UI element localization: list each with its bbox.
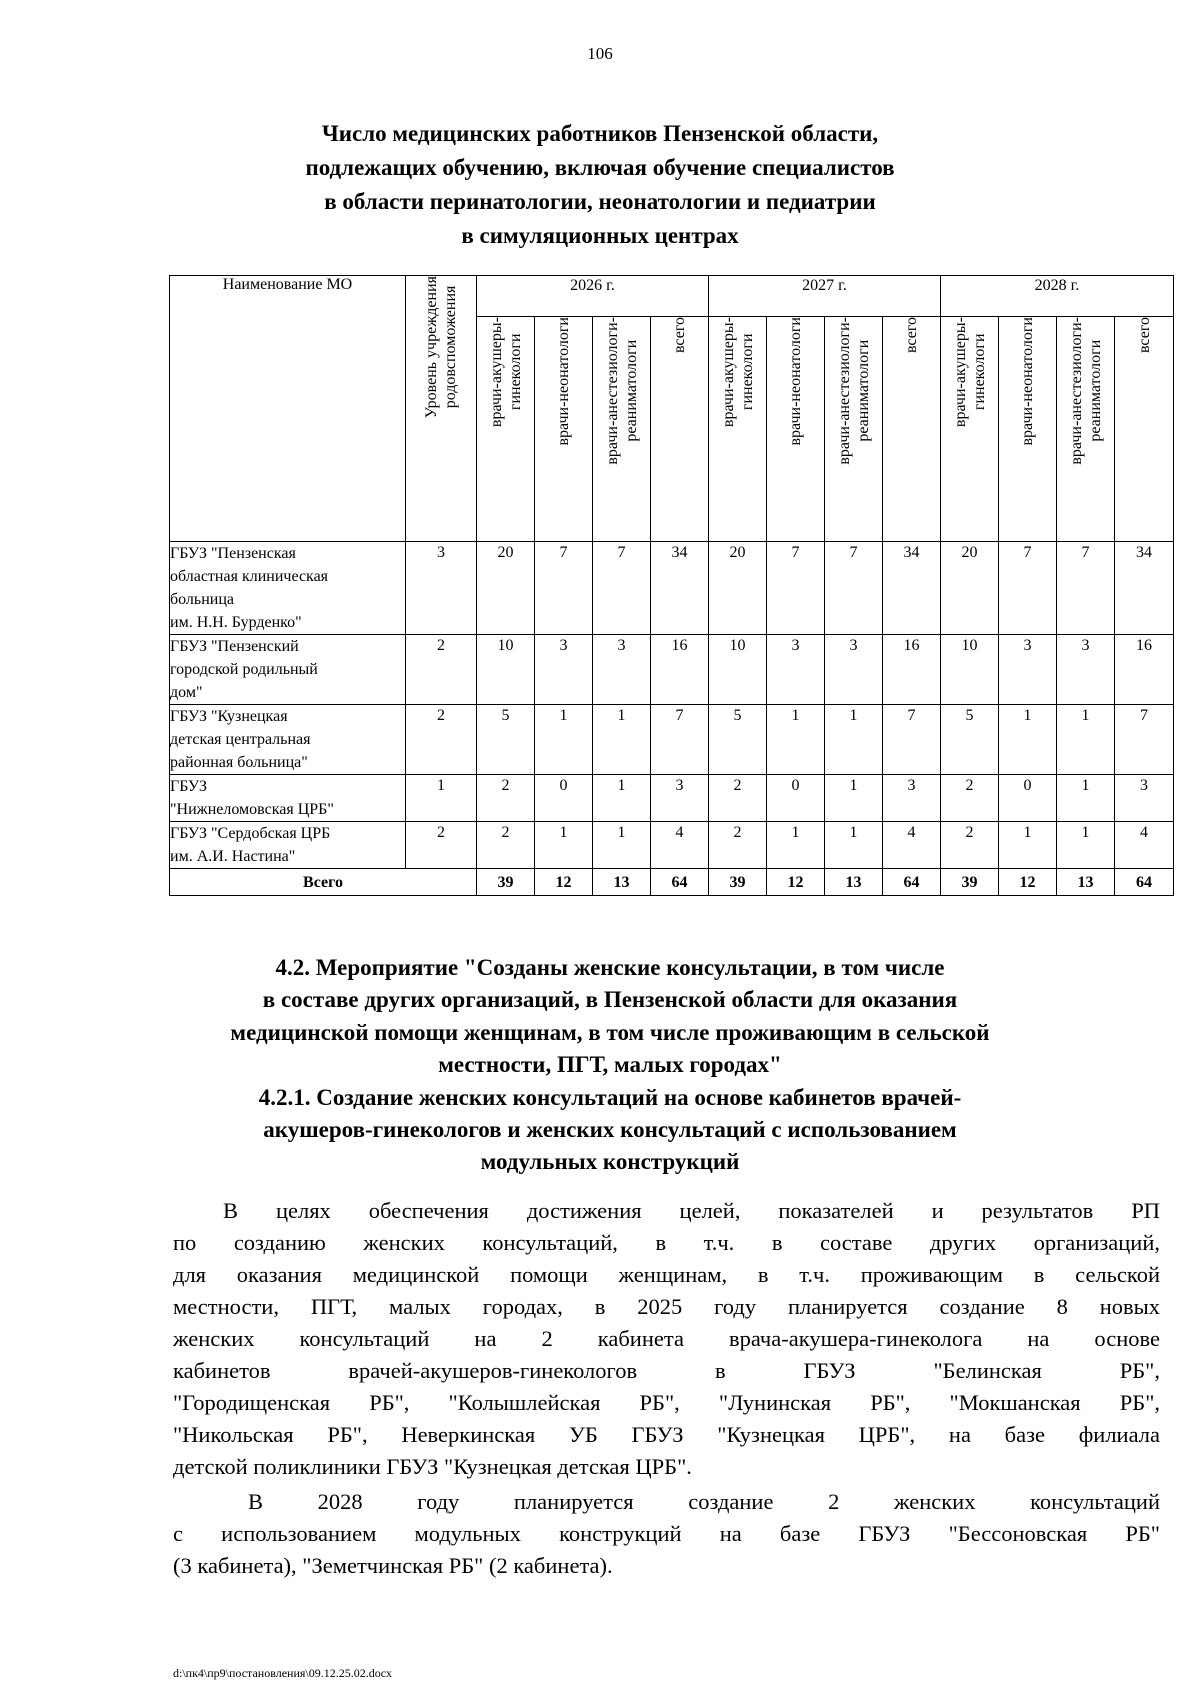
total-value: 12 (999, 869, 1057, 896)
cell-value: 1 (999, 705, 1057, 775)
cell-value: 3 (593, 635, 651, 705)
organization-name-line: им. А.И. Настина" (170, 848, 296, 865)
sub-header-line: реаниматологи (1086, 339, 1104, 442)
total-value: 13 (593, 869, 651, 896)
column-header-sub (767, 317, 825, 542)
cell-value: 1 (1057, 705, 1115, 775)
title-line: подлежащих обучению, включая обучение специалистов (305, 155, 895, 180)
cell-value: 16 (651, 635, 709, 705)
cell-organization-name (170, 542, 406, 635)
cell-value: 0 (535, 775, 593, 822)
total-value: 64 (1115, 869, 1174, 896)
total-value: 13 (825, 869, 883, 896)
cell-value: 3 (825, 635, 883, 705)
sub-header-line: врачи-анестезиологи- (603, 317, 621, 465)
sub-header-line: врачи-неонатологи (555, 317, 572, 446)
sub-header-line: всего (903, 317, 921, 354)
level-header-line: Уровень учреждения (423, 276, 440, 419)
cell-value: 1 (767, 705, 825, 775)
cell-value: 2 (709, 775, 767, 822)
organization-name-line: ГБУЗ (170, 778, 208, 795)
cell-value: 10 (477, 635, 535, 705)
table-row (170, 542, 1174, 635)
cell-level: 2 (406, 635, 477, 705)
paragraph-line: кабинетов врачей-акушеров-гинекологов в ГБУЗ "Белинская РБ", (173, 1358, 1160, 1383)
cell-level: 1 (406, 775, 477, 822)
cell-value: 1 (1057, 775, 1115, 822)
cell-value: 16 (883, 635, 941, 705)
cell-value: 7 (767, 542, 825, 635)
cell-value: 16 (1115, 635, 1174, 705)
total-value: 39 (941, 869, 999, 896)
paragraph-line: В целях обеспечения достижения целей, показателей и результатов РП (223, 1198, 1160, 1223)
column-header-sub (593, 317, 651, 542)
cell-value: 5 (709, 705, 767, 775)
organization-name-line: ГБУЗ "Кузнецкая (170, 708, 288, 725)
footer-file-path: d:\пк4\пр9\постановления\09.12.25.02.docx (173, 1666, 393, 1680)
organization-name-line: областная клиническая (170, 568, 329, 585)
cell-value: 7 (535, 542, 593, 635)
cell-value: 3 (767, 635, 825, 705)
heading-line: медицинской помощи женщинам, в том числе проживающим в сельской (230, 1019, 990, 1045)
sub-header-line: гинекологи (738, 333, 756, 411)
title-line: в симуляционных центрах (461, 223, 739, 248)
cell-value: 1 (593, 775, 651, 822)
organization-name-line: больница (170, 591, 234, 608)
column-header-name: Наименование МО (170, 276, 406, 542)
cell-value: 5 (477, 705, 535, 775)
cell-value: 1 (535, 822, 593, 869)
cell-value: 1 (1057, 822, 1115, 869)
cell-value: 7 (825, 542, 883, 635)
cell-value: 10 (709, 635, 767, 705)
sub-header-line: всего (671, 317, 688, 354)
paragraph-line: женских консультаций на 2 кабинета врача-акушера-гинеколога на основе (173, 1326, 1160, 1351)
organization-name-line: "Нижнеломовская ЦРБ" (170, 801, 334, 818)
paragraph-line: по созданию женских консультаций, в т.ч. в составе других организаций, (173, 1230, 1160, 1255)
paragraph-line: местности, ПГТ, малых городах, в 2025 году планируется создание 8 новых (173, 1294, 1160, 1319)
total-value: 39 (477, 869, 535, 896)
sub-header-line: гинекологи (970, 333, 988, 411)
total-value: 12 (767, 869, 825, 896)
title-line: Число медицинских работников Пензенской области, (321, 121, 879, 146)
cell-level: 3 (406, 542, 477, 635)
paragraph-line: для оказания медицинской помощи женщинам, в т.ч. проживающим в сельской (173, 1262, 1160, 1287)
paragraph-line: "Городищенская РБ", "Колышлейская РБ", "Лунинская РБ", "Мокшанская РБ", (173, 1390, 1160, 1415)
paragraph-line: "Никольская РБ", Неверкинская УБ ГБУЗ "Кузнецкая ЦРБ", на базе филиала (173, 1422, 1160, 1447)
table-row (170, 635, 1174, 705)
cell-value: 0 (999, 775, 1057, 822)
cell-value: 1 (825, 775, 883, 822)
year-header: 2027 г. (709, 276, 941, 317)
total-value: 13 (1057, 869, 1115, 896)
heading-line: в составе других организаций, в Пензенской области для оказания (262, 987, 958, 1013)
cell-value: 1 (999, 822, 1057, 869)
cell-value: 7 (593, 542, 651, 635)
cell-value: 3 (651, 775, 709, 822)
total-value: 12 (535, 869, 593, 896)
section-heading (150, 952, 1070, 1179)
sub-header-line: врачи-анестезиологи- (835, 317, 853, 465)
heading-line: акушеров-гинекологов и женских консультаций с использованием (263, 1117, 957, 1143)
cell-value: 20 (941, 542, 999, 635)
total-value: 39 (709, 869, 767, 896)
organization-name-line: им. Н.Н. Бурденко" (170, 614, 302, 631)
table-row (170, 705, 1174, 775)
table-row (170, 822, 1174, 869)
cell-value: 7 (999, 542, 1057, 635)
sub-header-line: врачи-акушеры- (487, 317, 505, 428)
organization-name-line: ГБУЗ "Пензенская (170, 545, 296, 562)
cell-value: 1 (767, 822, 825, 869)
cell-value: 5 (941, 705, 999, 775)
organization-name-line: городской родильный (170, 661, 318, 678)
column-header-sub (709, 317, 767, 542)
total-row (170, 869, 1174, 896)
cell-value: 2 (941, 822, 999, 869)
organization-name-line: детская центральная (170, 731, 311, 748)
paragraph-line: В 2028 году планируется создание 2 женских консультаций (248, 1489, 1160, 1514)
column-header-sub (825, 317, 883, 542)
heading-line: 4.2. Мероприятие "Созданы женские консультации, в том числе (275, 955, 945, 980)
column-header-sub (651, 317, 709, 542)
cell-value: 2 (941, 775, 999, 822)
cell-value: 34 (1115, 542, 1174, 635)
cell-value: 1 (825, 705, 883, 775)
total-value: 64 (651, 869, 709, 896)
cell-level: 2 (406, 822, 477, 869)
cell-level: 2 (406, 705, 477, 775)
column-header-sub (883, 317, 941, 542)
sub-header-line: всего (1135, 317, 1153, 354)
cell-organization-name (170, 775, 406, 822)
organization-name-line: ГБУЗ "Сердобская ЦРБ (170, 825, 331, 842)
sub-header-line: врачи-неонатологи (1019, 317, 1037, 446)
cell-value: 0 (767, 775, 825, 822)
cell-value: 1 (593, 822, 651, 869)
cell-value: 3 (1115, 775, 1174, 822)
table-title (150, 117, 1050, 253)
column-header-sub (477, 317, 535, 542)
sub-header-line: врачи-акушеры- (719, 317, 737, 428)
cell-organization-name (170, 822, 406, 869)
paragraph-line: детской поликлиники ГБУЗ "Кузнецкая детская ЦРБ". (173, 1454, 692, 1479)
total-label: Всего (170, 869, 477, 896)
cell-value: 1 (825, 822, 883, 869)
column-header-sub (1115, 317, 1174, 542)
cell-value: 3 (999, 635, 1057, 705)
heading-line: местности, ПГТ, малых городах" (438, 1052, 782, 1078)
paragraph-line: с использованием модульных конструкций на базе ГБУЗ "Бессоновская РБ" (173, 1521, 1160, 1546)
cell-value: 7 (651, 705, 709, 775)
organization-name-line: районная больница" (170, 754, 308, 771)
year-header: 2026 г. (477, 276, 709, 317)
column-header-sub (999, 317, 1057, 542)
cell-value: 20 (709, 542, 767, 635)
cell-value: 20 (477, 542, 535, 635)
heading-line: модульных конструкций (480, 1149, 740, 1175)
cell-value: 1 (593, 705, 651, 775)
cell-value: 7 (1115, 705, 1174, 775)
year-header: 2028 г. (941, 276, 1174, 317)
sub-header-line: гинекологи (506, 333, 524, 411)
sub-header-line: врачи-акушеры- (951, 317, 969, 428)
cell-value: 34 (883, 542, 941, 635)
column-header-level (406, 276, 477, 542)
organization-name-line: дом" (170, 684, 203, 701)
cell-value: 4 (1115, 822, 1174, 869)
heading-line: 4.2.1. Создание женских консультаций на основе кабинетов врачей- (258, 1084, 962, 1110)
cell-value: 2 (709, 822, 767, 869)
cell-organization-name (170, 705, 406, 775)
cell-value: 2 (477, 775, 535, 822)
title-line: в области перинатологии, неонатологии и педиатрии (324, 189, 876, 214)
cell-value: 3 (535, 635, 593, 705)
cell-value: 10 (941, 635, 999, 705)
column-header-sub (535, 317, 593, 542)
cell-value: 2 (477, 822, 535, 869)
total-value: 64 (883, 869, 941, 896)
column-header-sub (941, 317, 999, 542)
cell-value: 4 (651, 822, 709, 869)
level-header-line: родовспоможения (442, 285, 459, 409)
cell-value: 7 (1057, 542, 1115, 635)
paragraph-line: (3 кабинета), "Земетчинская РБ" (2 кабинета). (173, 1553, 613, 1578)
cell-value: 4 (883, 822, 941, 869)
sub-header-line: врачи-неонатологи (787, 317, 805, 446)
staff-training-table (169, 275, 1174, 896)
sub-header-line: реаниматологи (854, 339, 872, 442)
cell-value: 3 (1057, 635, 1115, 705)
table-row (170, 775, 1174, 822)
column-header-sub (1057, 317, 1115, 542)
cell-organization-name (170, 635, 406, 705)
organization-name-line: ГБУЗ "Пензенский (170, 638, 299, 655)
page-number: 106 (587, 44, 613, 63)
paragraph-1 (173, 1195, 1160, 1483)
cell-value: 1 (535, 705, 593, 775)
cell-value: 34 (651, 542, 709, 635)
sub-header-line: реаниматологи (622, 339, 640, 442)
cell-value: 7 (883, 705, 941, 775)
cell-value: 3 (883, 775, 941, 822)
paragraph-2 (173, 1486, 1160, 1582)
sub-header-line: врачи-анестезиологи- (1067, 317, 1085, 465)
